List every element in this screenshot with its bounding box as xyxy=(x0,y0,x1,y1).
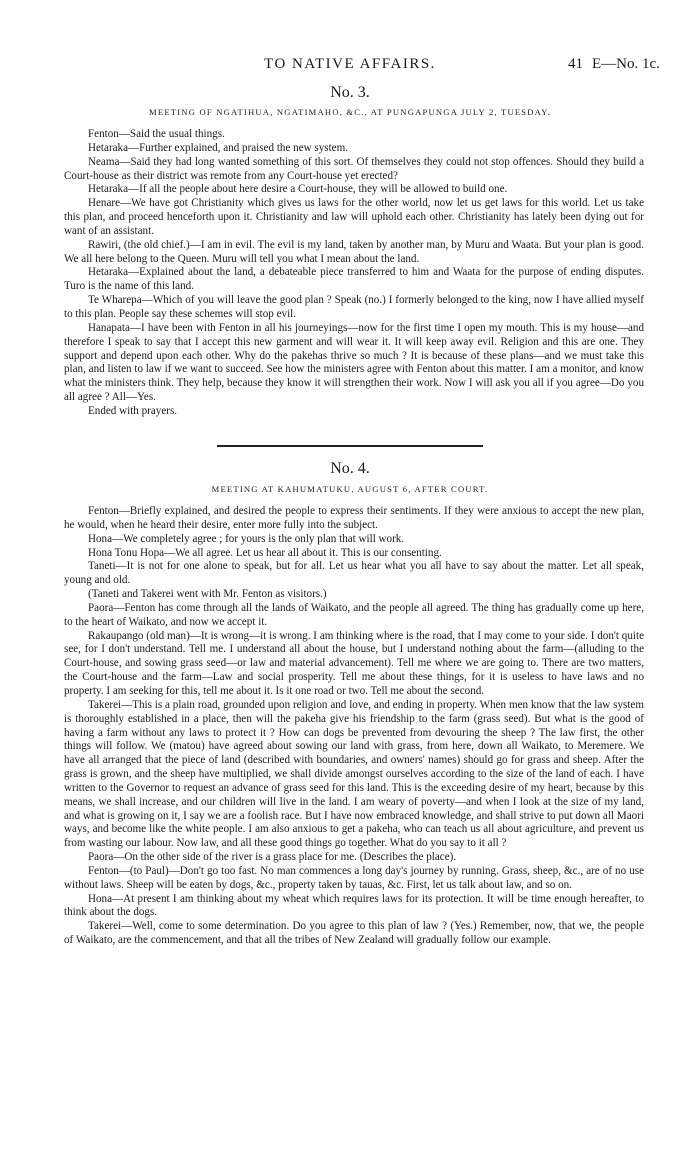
paragraph: Neama—Said they had long wanted something of this sort. Of themselves they could not stop offences. Should they build a Court-house as their district was remote from any Court-house yet erected? xyxy=(64,155,644,182)
document-reference: E—No. 1c. xyxy=(592,56,660,72)
paragraph: Te Wharepa—Which of you will leave the good plan ? Speak (no.) I formerly belonged to the king, now I have allied myself to this plan. People say these schemes will stop evil. xyxy=(64,294,644,320)
section-4-subheading: MEETING AT KAHUMATUKU, AUGUST 6, AFTER COURT. xyxy=(211,484,489,494)
paragraph: Hona Tonu Hopa—We all agree. Let us hear all about it. This is our consenting. xyxy=(88,546,442,559)
section-3-body xyxy=(64,128,644,419)
paragraph: Takerei—Well, come to some determination. Do you agree to this plan of law ? (Yes.) Remember, now, that we, the people of Waikato, are the commencement, and that all the tribes of New Zealand will gradually follow our example. xyxy=(64,920,644,947)
paragraph: Fenton—Said the usual things. xyxy=(88,128,225,140)
paragraph: Hona—We completely agree ; for yours is the only plan that will work. xyxy=(88,532,405,545)
section-4-heading: No. 4. xyxy=(330,460,370,477)
paragraph: Hanapata—I have been with Fenton in all his journeyings—now for the first time I open my mouth. This is my house—and therefore I speak to say that I accept this new garment and will wear it. It will keep away evil. Religion and this are one. They support and depend upon each other. Why do the pakehas thrive so much ? It is because of these plans—and we must take this plan, and listen to law if we want to succeed. See how the ministers agree with Fenton about this matter. I am a monitor, and know what the ministers think. They help, because they know it will strengthen their work. Now I will ask you all if you agree—Do you all agree ? All—Yes. xyxy=(64,321,644,404)
section-3-subheading: MEETING OF NGATIHUA, NGATIMAHO, &C., AT PUNGAPUNGA JULY 2, TUESDAY. xyxy=(149,107,551,117)
paragraph: Hetaraka—Further explained, and praised the new system. xyxy=(88,141,348,154)
paragraph: Hetaraka—Explained about the land, a debateable piece transferred to him and Waata for the purpose of ending disputes. Turo is the name of this land. xyxy=(64,266,644,293)
paragraph: Taneti—It is not for one alone to speak, but for all. Let us hear what you all have to say about the matter. Let all speak, young and old. xyxy=(64,560,644,587)
paragraph: (Taneti and Takerei went with Mr. Fenton as visitors.) xyxy=(88,588,327,601)
paragraph: Fenton—Briefly explained, and desired the people to express their sentiments. If they were anxious to accept the new plan, he would, when he heard their desire, enter more fully into the subject. xyxy=(64,505,644,531)
page-number: 41 xyxy=(568,56,583,72)
paragraph: Ended with prayers. xyxy=(88,404,178,417)
paragraph: Rakaupango (old man)—It is wrong—it is wrong. I am thinking where is the road, that I may come to your side. I don't quite see, for I don't understand. Tell me. I understand all about the house, but I understand nothing about the farm—(alluding to the Court-house, and sowing grass seed—or law and material advancement). Tell me where we are going to. There are two matters, the Court-house and the farm—Law and social prosperity. Tell me about these things, for it is useless to have laws and no property. I am seeking for this, tell me about it. Is it one road or two. Tell me about the second. xyxy=(64,629,644,697)
paragraph: Rawiri, (the old chief.)—I am in evil. The evil is my land, taken by another man, by Muru and Waata. But your plan is good. We all here belong to the Queen. Muru will tell you what I mean about the land. xyxy=(64,238,644,265)
paragraph: Fenton—(to Paul)—Don't go too fast. No man commences a long day's journey by running. Grass, sheep, &c., are of no use without laws. Sheep will be eaten by dogs, &c., property taken by tauas, &c. First, let us talk about law, and so on. xyxy=(64,864,644,891)
section-4-body xyxy=(64,505,644,948)
paragraph: Henare—We have got Christianity which gives us laws for the other world, now let us get laws for this world. Let us take this plan, and proceed henceforth upon it. Christianity and law will uphold each other. Christianity has lately been dying out for want of an assistant. xyxy=(64,197,644,237)
section-divider xyxy=(217,445,483,447)
paragraph: Paora—Fenton has come through all the lands of Waikato, and the people all agreed. The thing has gradually come up here, to the heart of Waikato, and now we accept it. xyxy=(64,601,644,628)
paragraph: Takerei—This is a plain road, grounded upon religion and love, and ending in property. When men know that the law system is thoroughly established in a place, then will the pakeha give his friendship to the farm (grass seed). But what is the good of having a farm without any laws to protect it ? How can dogs be prevented from devouring the sheep ? The law first, the other things will follow. We (matou) have agreed about sowing our land with grass, from here, down all Waikato, to Meremere. We have all arranged that the piece of land (described with boundaries, and owners' names) should go for grass and sheep. After the grass is grown, and the sheep have multiplied, we shall divide amongst ourselves according to the size of the land of each. I have written to the Governor to request an advance of grass seed for this land. This is the exceeding desire of my heart, because by this means, we shall increase, and our children will live in the land. I am weary of poverty—and when I look at the size of my land, and what is growing on it, I say we are a foolish race. But I have now embraced knowledge, and shall strive to put down all Maori ways, and become like the white people. I am also anxious to get a pakeha, who can teach us all about agriculture, and prevent us from wasting our labour. Now law, and all these good things go together. What do you say to it all ? xyxy=(64,698,644,850)
running-header-title: TO NATIVE AFFAIRS. xyxy=(264,56,436,72)
section-3-heading: No. 3. xyxy=(330,84,370,101)
paragraph: Paora—On the other side of the river is a grass place for me. (Describes the place). xyxy=(88,851,457,864)
paragraph: Hona—At present I am thinking about my wheat which requires laws for its protection. It will be time enough hereafter, to think about the dogs. xyxy=(64,892,644,919)
paragraph: Hetaraka—If all the people about here desire a Court-house, they will be allowed to build one. xyxy=(88,183,508,196)
